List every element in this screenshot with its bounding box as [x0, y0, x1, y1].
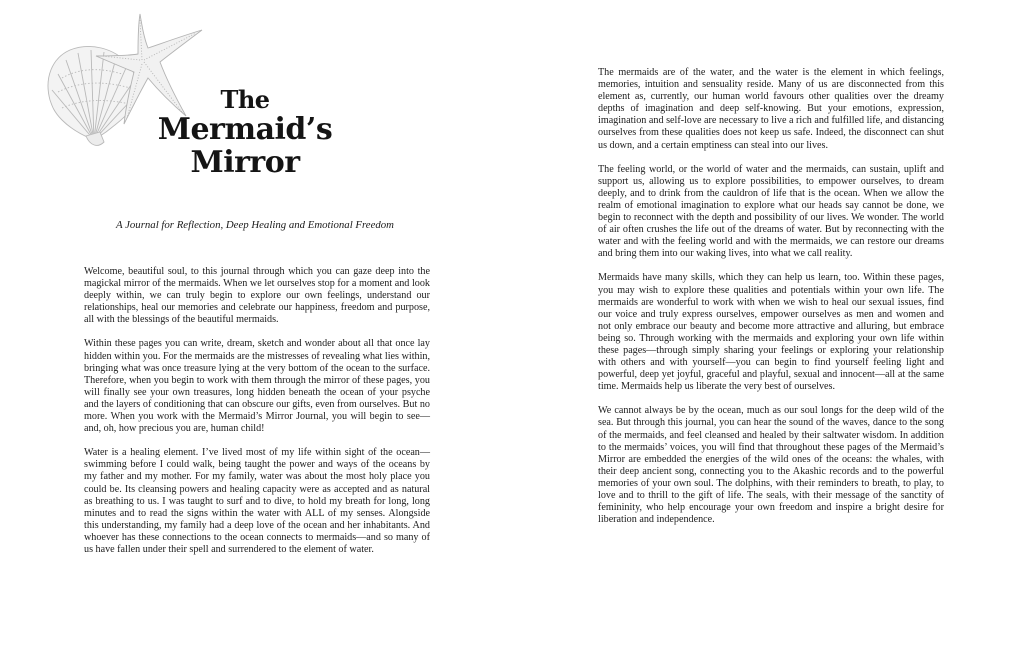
paragraph: The feeling world, or the world of water and the mermaids, can sustain, uplift and support us, allowing us to explore possibilities, to empower ourselves, to dream deeply, and to drink from the cauldron of life that is the ocean. When we allow the realm of emotional imagination to explore what our heads say cannot be done, we begin to reconnect with the depth and possibility of our lives. We wonder. The world of air often crushes the life out of the dreams of water. But by reconnecting with the water and with the feeling world and with the mermaids, we can restore our dreams and bring them into our waking lives, into what we call reality. [598, 163, 944, 260]
right-body-text [598, 67, 944, 538]
title-line-1: The [220, 85, 270, 114]
title-line-2: Mermaid’s [157, 112, 333, 147]
right-page [512, 0, 1024, 664]
book-title [130, 85, 360, 181]
paragraph: We cannot always be by the ocean, much as our soul longs for the deep wild of the sea. But through this journal, you can hear the sound of the waves, dance to the song of the mermaids, and feel cleansed and healed by their saltwater wisdom. In addition to the mermaids’ voices, you will find that throughout these pages of the Mermaid’s Mirror are embedded the energies of the wild ones of the oceans: the whales, with their deep ancient song, connecting you to the Akashic records and to the powerful memories of your own soul. The dolphins, with their reminders to breath, to play, to love and to thrill to the gift of life. The seals, with their message of the sanctity of femininity, who help encourage your own freedom and inspire a bright desire for liberation and independence. [598, 405, 944, 526]
paragraph: Water is a healing element. I’ve lived most of my life within sight of the ocean—swimming before I could walk, being taught the power and ways of the oceans by my father and my mother. For my family, water was about the most holy place you could be. Its cleansing powers and healing capacity were as accepted and as natural as breathing to us. I was taught to surf and to dive, to hold my breath for long, long minutes and to read the signs within the water with ALL of my senses. Alongside this understanding, my family had a deep love of the ocean and her inhabitants. And whoever has these connections to the ocean connects to mermaids—and so many of us have fallen under their spell and surrendered to the element of water. [84, 447, 430, 555]
paragraph: Welcome, beautiful soul, to this journal through which you can gaze deep into the magickal mirror of the mermaids. When we let ourselves stop for a moment and look deeply within, we can truly begin to explore our own feelings, understand our relationships, heal our memories and celebrate our happiness, freedom and purpose, all with the blessings of the beautiful mermaids. [84, 266, 430, 326]
book-subtitle: A Journal for Reflection, Deep Healing and Emotional Freedom [116, 219, 394, 231]
paragraph: Mermaids have many skills, which they can help us learn, too. Within these pages, you may wish to explore these qualities and potentials within your own life. The mermaids are wonderful to work with when we wish to heal our sexual issues, find our voice and truly express ourselves, empower ourselves as men and women and not only embrace our beauty and become more attractive and alluring, but embrace being so. Through working with the mermaids and exploring your own life within these pages—through simply sharing your feelings or exploring your relationship with others and with yourself—you can begin to find yourself feeling light and powerful, deep yet joyful, graceful and playful, sexual and innocent—all at the same time. Mermaids help us liberate the very best of ourselves. [598, 272, 944, 393]
title-line-3: Mirror [190, 145, 300, 180]
paragraph: Within these pages you can write, dream, sketch and wonder about all that once lay hidden within you. For the mermaids are the mistresses of revealing what lies within, bringing what was once treasure lying at the very bottom of the ocean to the surface. Therefore, when you begin to work with them through the mirror of these pages, you will finally see your own treasures, long hidden beneath the ocean of your psyche and the layers of conditioning that can obscure our gifts, even from ourselves. But no more. When you work with the Mermaid’s Mirror Journal, you will begin to see—and, oh, how precious you are, human child! [84, 338, 430, 435]
left-body-text [84, 266, 430, 568]
paragraph: The mermaids are of the water, and the water is the element in which feelings, memories, intuition and sensuality reside. Many of us are disconnected from this element as, currently, our human world favours other qualities over the dreamy depths of imagination and deep self-knowing. But your emotions, expression, imagination and self-love are necessary to live a rich and fulfilled life, and distancing ourselves from these qualities does not keep us safe. Indeed, the disconnect can shut us down, and a certain emptiness can steal into our lives. [598, 67, 944, 151]
